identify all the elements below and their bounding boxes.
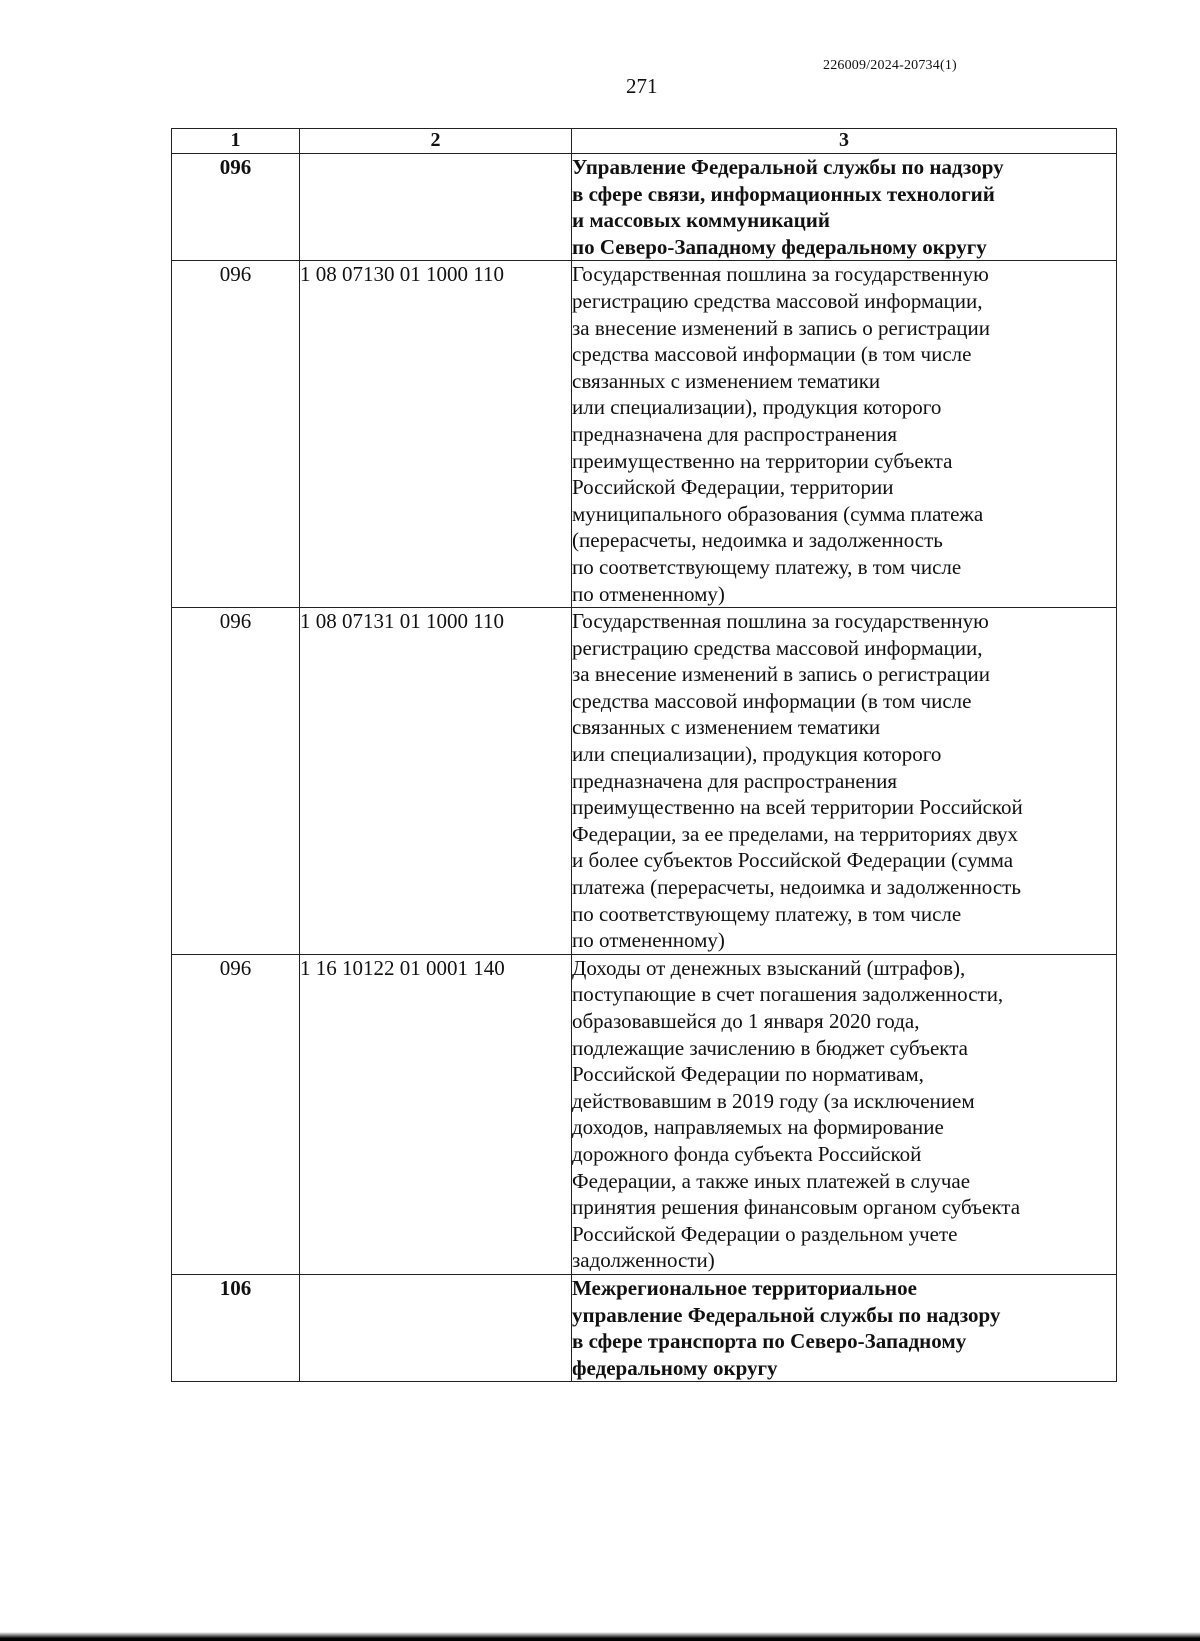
admin-code-cell: 096 [172, 608, 300, 955]
description-cell [572, 154, 1117, 261]
description-cell [572, 608, 1117, 955]
table-row [172, 954, 1117, 1274]
admin-code-cell: 096 [172, 261, 300, 608]
kbk-code-cell [300, 154, 572, 261]
description-text: Доходы от денежных взысканий (штрафов), поступающие в счет погашения задолженности, образовавшейся до 1 января 2020 года, подлежащие зачислению в бюджет субъекта Российской Федерации по нормативам, действовавшим в 2019 году (за исключением доходов, направляемых на формирование дорожного фонда субъекта Российской Федерации, а также иных платежей в случае принятия решения финансовым органом субъекта Российской Федерации о раздельном учете задолженности) [572, 955, 1021, 1273]
kbk-code-cell [300, 1274, 572, 1381]
description-text: Управление Федеральной службы по надзору в сфере связи, информационных технологий и массовых коммуникаций по Северо-Западному федеральному округу [572, 155, 1004, 259]
description-cell [572, 261, 1117, 608]
table-row [172, 608, 1117, 955]
column-header-1: 1 [172, 129, 300, 154]
scan-edge-shadow [0, 1632, 1200, 1641]
description-text: Государственная пошлина за государственную регистрацию средства массовой информации, за внесение изменений в запись о регистрации средства массовой информации (в том числе связанных с изменением тематики или специализации), продукция которого предназначена для распространения преимущественно на всей территории Российской Федерации, за ее пределами, на территориях двух и более субъектов Российской Федерации (сумма платежа (перерасчеты, недоимка и задолженность по соответствующему платежу, в том числе по отмененному) [572, 609, 1023, 953]
description-text: Межрегиональное территориальное управление Федеральной службы по надзору в сфере транспорта по Северо-Западному федеральному округу [572, 1275, 1001, 1380]
admin-code-cell: 106 [172, 1274, 300, 1381]
description-cell [572, 1274, 1117, 1381]
table-row [172, 261, 1117, 608]
column-header-2: 2 [300, 129, 572, 154]
description-text: Государственная пошлина за государственную регистрацию средства массовой информации, за внесение изменений в запись о регистрации средства массовой информации (в том числе связанных с изменением тематики или специализации), продукция которого предназначена для распространения преимущественно на территории субъекта Российской Федерации, территории муниципального образования (сумма платежа (перерасчеты, недоимка и задолженность по соответствующему платежу, в том числе по отмененному) [572, 262, 991, 606]
admin-code-cell: 096 [172, 954, 300, 1274]
kbk-code-cell: 1 08 07130 01 1000 110 [300, 261, 572, 608]
table-row [172, 1274, 1117, 1381]
kbk-code-cell: 1 08 07131 01 1000 110 [300, 608, 572, 955]
kbk-code-cell: 1 16 10122 01 0001 140 [300, 954, 572, 1274]
admin-code-cell: 096 [172, 154, 300, 261]
page-number: 271 [626, 74, 658, 98]
table-header-row [172, 129, 1117, 154]
budget-classification-table [171, 128, 1117, 1382]
description-cell [572, 954, 1117, 1274]
column-header-3: 3 [572, 129, 1117, 154]
table-row [172, 154, 1117, 261]
document-registration-number: 226009/2024-20734(1) [823, 58, 957, 73]
